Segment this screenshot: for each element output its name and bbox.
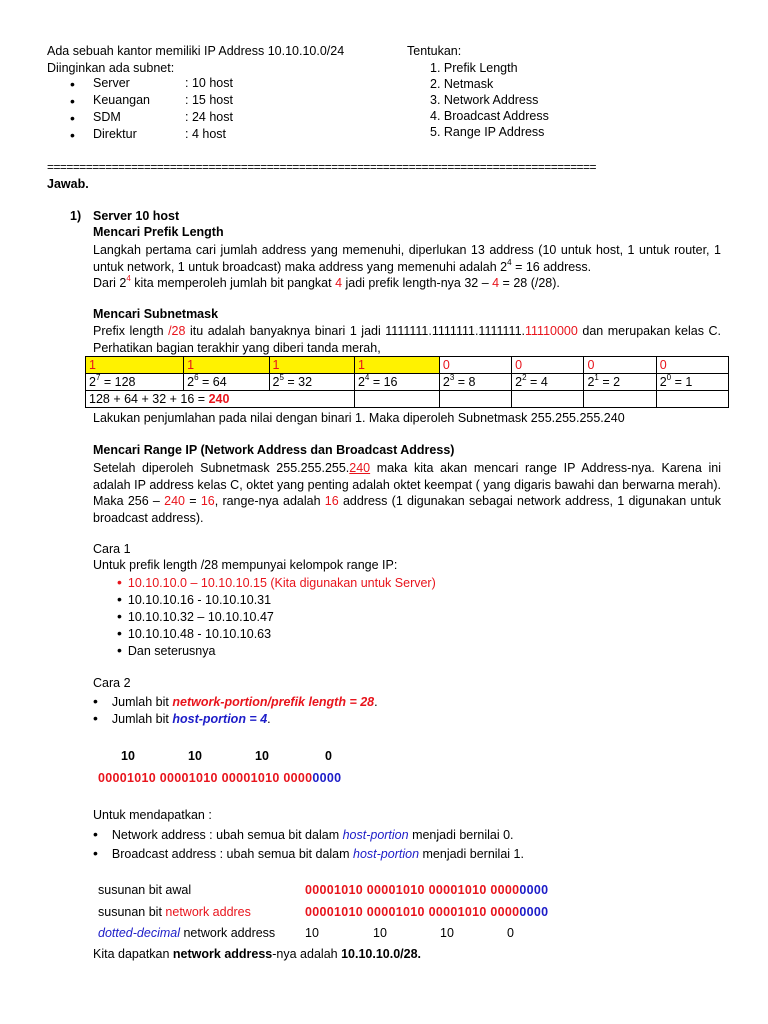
empty-cell: [439, 391, 511, 408]
octet: 10: [255, 749, 269, 763]
power-cell: $2^5 = 32$: [269, 374, 354, 391]
bullet-icon: •: [93, 693, 98, 709]
octet: 10: [188, 749, 202, 763]
subnet-item-server: [70, 76, 233, 92]
octet: 0: [325, 749, 332, 763]
octet: 10: [373, 926, 387, 940]
dotted-decimal-label: dotted-decimal network address: [98, 926, 276, 940]
subnet-item-keuangan: [70, 93, 233, 109]
power-row: [86, 374, 729, 391]
subnetmask-paragraph: Prefix length /28 itu adalah banyaknya binari 1 jadi 1111111.1111111.1111111.11110000 dan merupakan kelas C. Perhatikan bagian terakhir yang diberi tanda merah,: [93, 324, 722, 355]
bit-row: [86, 357, 729, 374]
prefix-paragraph: Langkah pertama cari jumlah address yang memenuhi, diperlukan 13 address (10 untuk host, 1 untuk router, 1 untuk network, 1 untuk broadcast) maka address yang memenuhi adalah $2^4 = 16$ address. Dari $2^4$ kita memperoleh jumlah bit pangkat 4 jadi prefik length-nya 32 – 4 = 28 (/28).: [93, 243, 721, 290]
sum-cell: 128 + 64 + 32 + 16 = 240: [86, 391, 355, 408]
power-cell: $2^6 = 64$: [184, 374, 269, 391]
problem-statement: Ada sebuah kantor memiliki IP Address 10.10.10.0/24: [47, 44, 345, 58]
subnetmask-result: Lakukan penjumlahan pada nilai dengan binari 1. Maka diperoleh Subnetmask 255.255.255.240: [93, 411, 625, 425]
empty-cell: [584, 391, 656, 408]
subnetmask-heading: Mencari Subnetmask: [93, 307, 219, 321]
power-cell: $2^4 = 16$: [354, 374, 439, 391]
binary-address: 00001010 00001010 00001010 00000000: [98, 771, 342, 785]
tentukan-title: Tentukan:: [407, 44, 462, 58]
bullet-icon: •: [70, 76, 75, 92]
range-item: • 10.10.10.16 - 10.10.10.31: [117, 591, 272, 607]
power-cell: $2^1 = 2$: [584, 374, 656, 391]
subnet-value: : 4 host: [185, 127, 226, 141]
task-item: 5. Range IP Address: [430, 125, 545, 139]
bullet-icon: •: [70, 110, 75, 126]
bullet-icon: •: [70, 93, 75, 109]
empty-cell: [354, 391, 439, 408]
range-item: • 10.10.10.32 – 10.10.10.47: [117, 608, 274, 624]
section-title: Server 10 host: [93, 209, 180, 223]
bit-cell: 0: [584, 357, 656, 374]
final-result: Kita dapatkan network address-nya adalah 10.10.10.0/28.: [93, 947, 422, 961]
cara2-bullet: • Jumlah bit host-portion = 4.: [93, 710, 271, 726]
task-item: 4. Broadcast Address: [430, 109, 549, 123]
bit-cell: 1: [86, 357, 184, 374]
bit-cell: 1: [354, 357, 439, 374]
bit-cell: 0: [656, 357, 728, 374]
bullet-icon: •: [117, 625, 122, 641]
bullet-icon: •: [117, 591, 122, 607]
cara2-bullet: • Jumlah bit network-portion/prefik length = 28.: [93, 693, 378, 709]
bullet-icon: •: [117, 642, 122, 658]
bit-cell: 0: [512, 357, 584, 374]
dapat-bullet: • Broadcast address : ubah semua bit dalam host-portion menjadi bernilai 1.: [93, 845, 524, 861]
subnet-value: : 10 host: [185, 76, 233, 90]
bullet-icon: •: [117, 608, 122, 624]
separator: =====================================================================================: [47, 160, 596, 174]
power-cell: $2^7 = 128$: [86, 374, 184, 391]
subnet-name: Keuangan: [93, 93, 151, 107]
subnet-value: : 15 host: [185, 93, 233, 107]
bullet-icon: •: [93, 826, 98, 842]
octet: 0: [507, 926, 514, 940]
bullet-icon: •: [93, 845, 98, 861]
cara1-title: Cara 1: [93, 542, 131, 556]
bit-cell: 1: [184, 357, 269, 374]
bullet-icon: •: [117, 574, 122, 590]
bullet-icon: •: [93, 710, 98, 726]
range-item: • 10.10.10.0 – 10.10.10.15 (Kita digunakan untuk Server): [117, 574, 436, 590]
prefix-heading: Mencari Prefik Length: [93, 225, 224, 239]
power-cell: $2^0 = 1$: [656, 374, 728, 391]
subnet-name: SDM: [93, 110, 121, 124]
cara1-intro: Untuk prefik length /28 mempunyai kelompok range IP:: [93, 558, 398, 572]
binary-table: [85, 356, 729, 408]
bullet-icon: •: [70, 127, 75, 143]
bit-cell: 0: [439, 357, 511, 374]
subnet-item-direktur: [70, 127, 226, 143]
subnet-name: Server: [93, 76, 130, 90]
sum-row: [86, 391, 729, 408]
bit-cell: 1: [269, 357, 354, 374]
power-cell: $2^3 = 8$: [439, 374, 511, 391]
octet: 10: [440, 926, 454, 940]
cara2-title: Cara 2: [93, 676, 131, 690]
octet: 10: [121, 749, 135, 763]
jawab-heading: Jawab.: [47, 177, 89, 191]
octet: 10: [305, 926, 319, 940]
range-heading: Mencari Range IP (Network Address dan Broadcast Address): [93, 443, 455, 457]
susunan-network-label: susunan bit network addres: [98, 905, 251, 919]
range-paragraph: Setelah diperoleh Subnetmask 255.255.255.240 maka kita akan mencari range IP Address-nya. Karena ini adalah IP address kelas C, oktet yang penting adalah oktet keempat ( yang digaris bawahi dan berwarna merah). Maka 256 – 240 = 16, range-nya adalah 16 address (1 digunakan sebagai network address, 1 digunakan untuk broadcast address).: [93, 461, 721, 525]
empty-cell: [656, 391, 728, 408]
binary-network: 00001010 00001010 00001010 00000000: [305, 905, 549, 919]
range-item: • 10.10.10.48 - 10.10.10.63: [117, 625, 272, 641]
dapat-title: Untuk mendapatkan :: [93, 808, 212, 822]
binary-awal: 00001010 00001010 00001010 00000000: [305, 883, 549, 897]
dapat-bullet: • Network address : ubah semua bit dalam host-portion menjadi bernilai 0.: [93, 826, 514, 842]
empty-cell: [512, 391, 584, 408]
section-number: 1): [70, 209, 82, 223]
subnet-intro: Diinginkan ada subnet:: [47, 61, 175, 75]
subnet-name: Direktur: [93, 127, 137, 141]
power-cell: $2^2 = 4$: [512, 374, 584, 391]
range-item: • Dan seterusnya: [117, 642, 216, 658]
task-item: 3. Network Address: [430, 93, 539, 107]
task-item: 2. Netmask: [430, 77, 494, 91]
subnet-item-sdm: [70, 110, 233, 126]
task-item: 1. Prefik Length: [430, 61, 518, 75]
susunan-awal-label: susunan bit awal: [98, 883, 192, 897]
subnet-value: : 24 host: [185, 110, 233, 124]
